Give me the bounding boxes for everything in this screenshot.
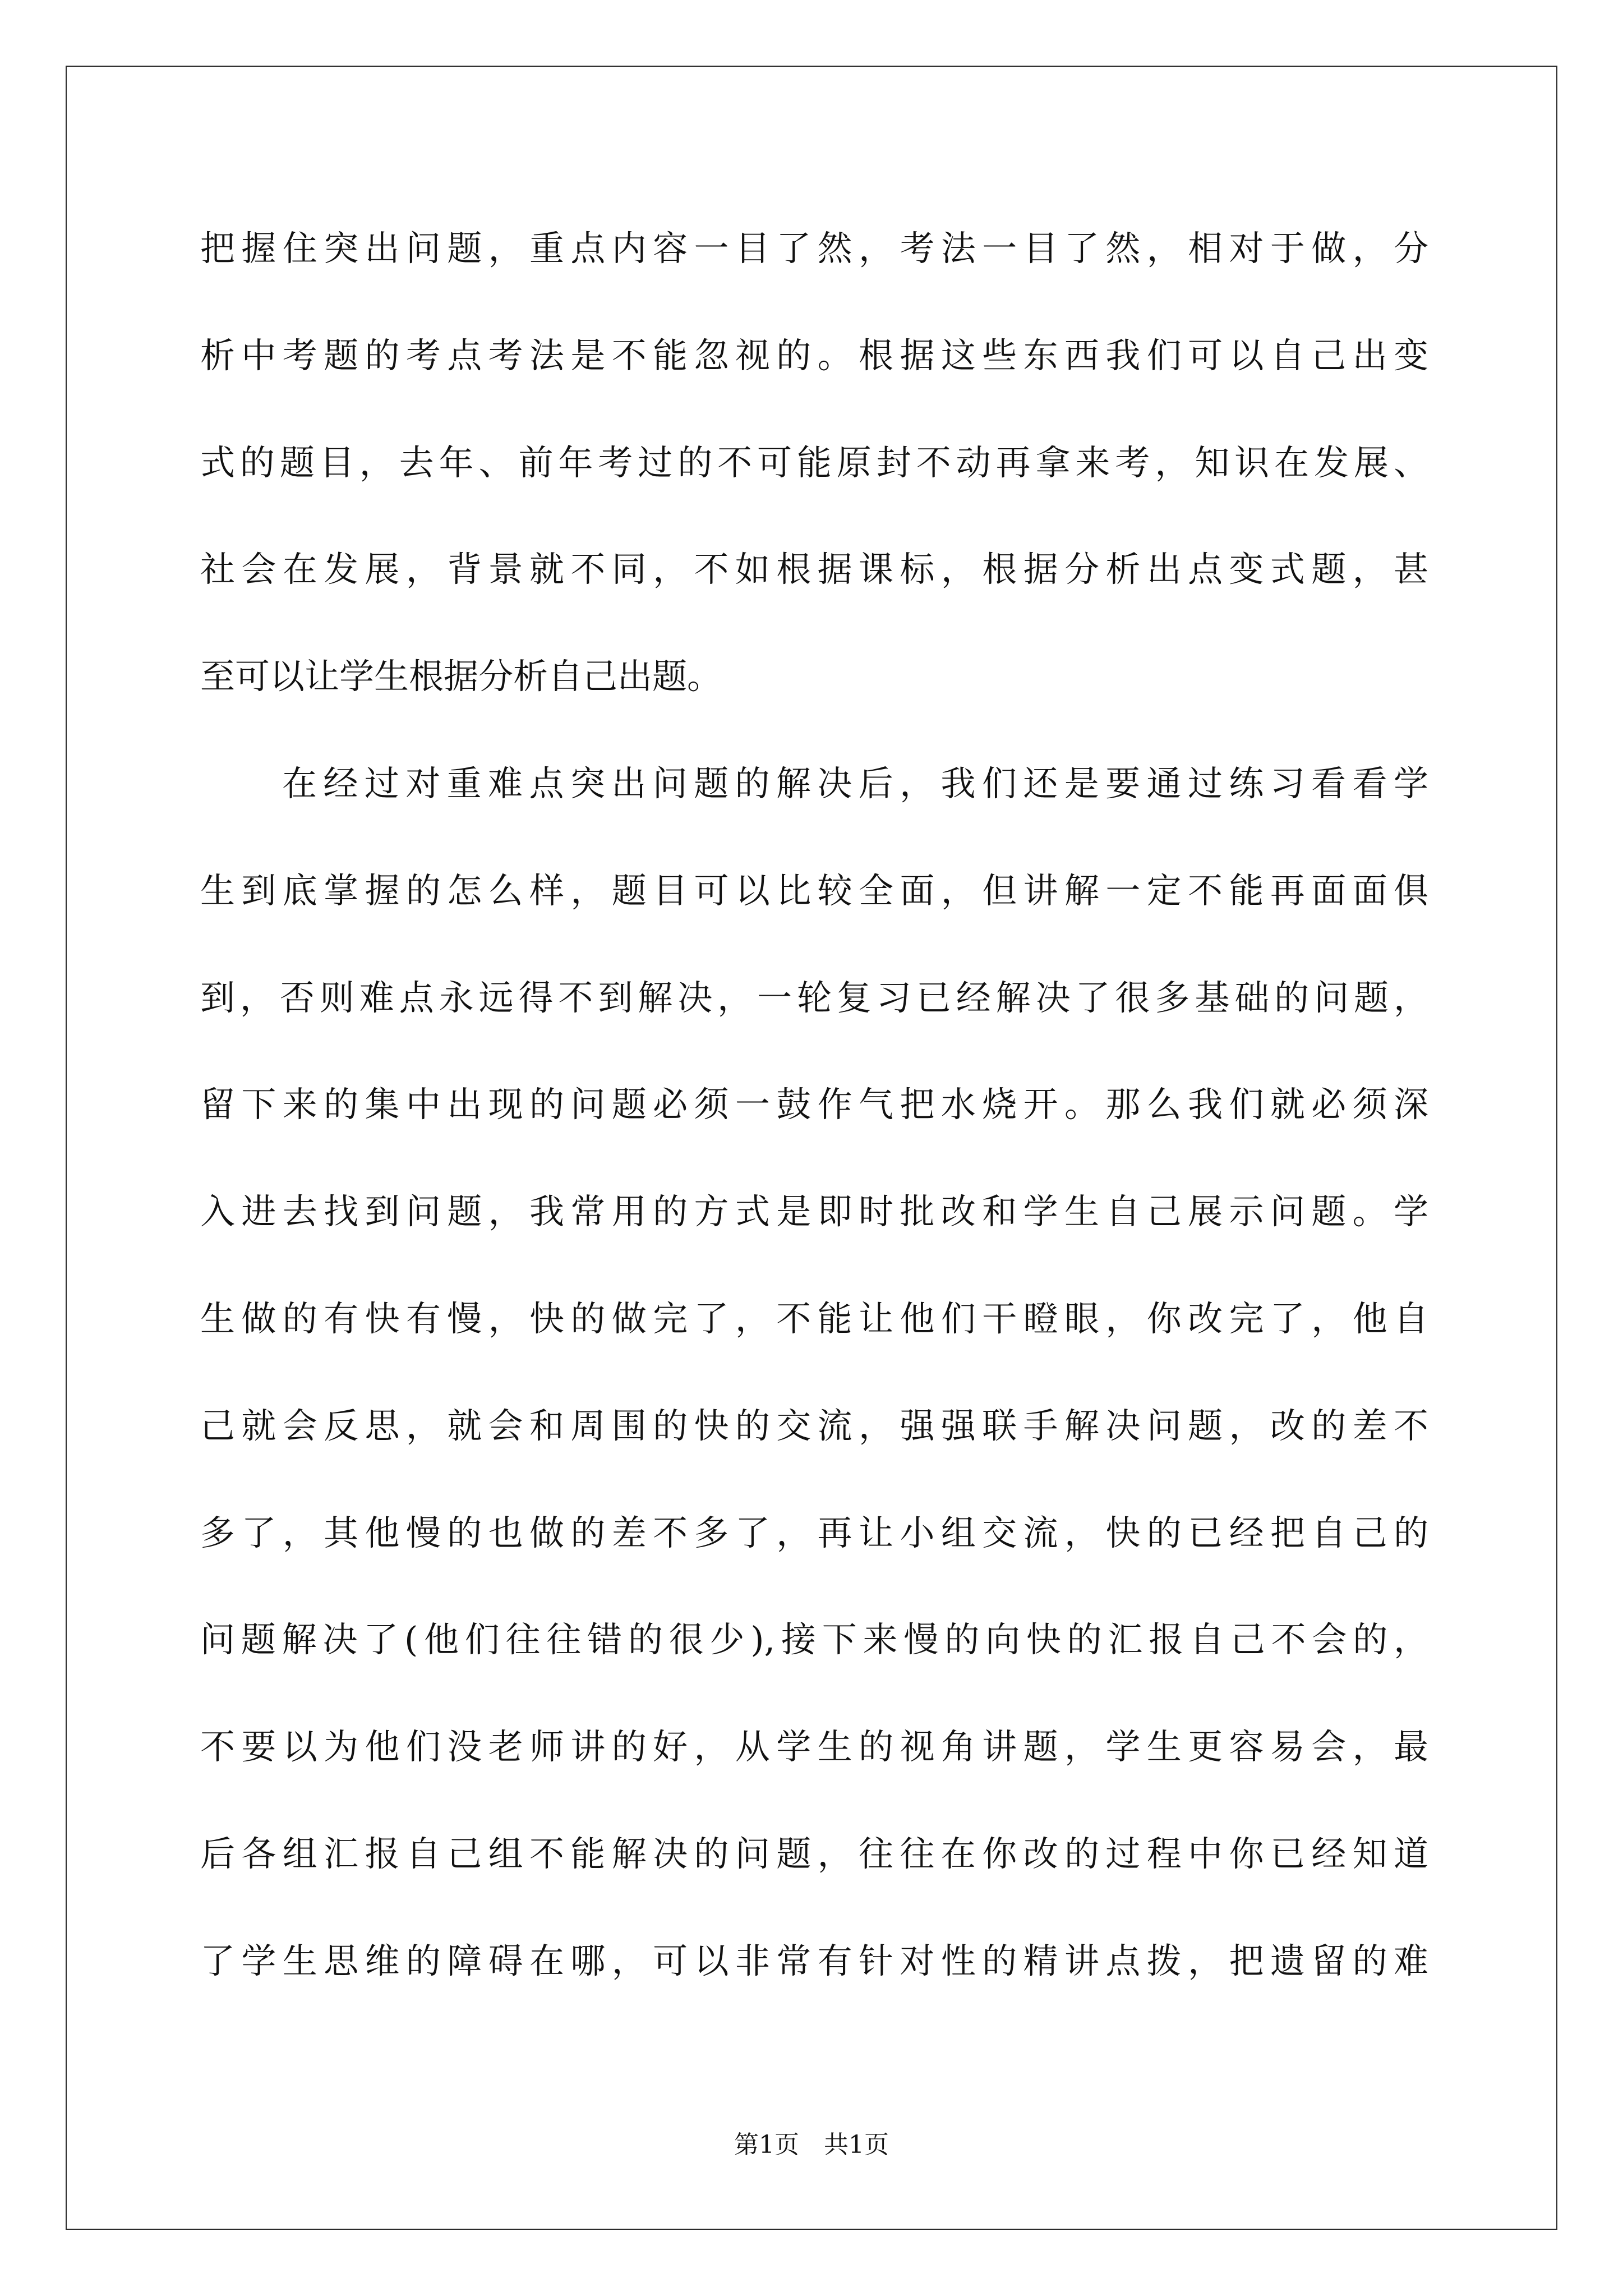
text-line: 生到底掌握的怎么样，题目可以比较全面，但讲解一定不能再面面俱 — [200, 869, 1428, 911]
text-line: 析中考题的考点考法是不能忽视的。根据这些东西我们可以自己出变 — [200, 334, 1428, 376]
text-line: 不要以为他们没老师讲的好，从学生的视角讲题，学生更容易会，最 — [200, 1726, 1428, 1768]
page-footer — [0, 2129, 1623, 2161]
text-line: 问题解决了(他们往往错的很少),接下来慢的向快的汇报自己不会的， — [200, 1619, 1428, 1660]
text-line: 己就会反思，就会和周围的快的交流，强强联手解决问题，改的差不 — [200, 1405, 1428, 1446]
page-total: 共1页 — [824, 2131, 889, 2159]
text-line: 在经过对重难点突出问题的解决后，我们还是要通过练习看看学 — [282, 762, 1428, 804]
text-line: 了学生思维的障碍在哪，可以非常有针对性的精讲点拨，把遗留的难 — [200, 1940, 1428, 1981]
text-line: 把握住突出问题，重点内容一目了然，考法一目了然，相对于做，分 — [200, 228, 1428, 269]
text-line: 留下来的集中出现的问题必须一鼓作气把水烧开。那么我们就必须深 — [200, 1084, 1428, 1125]
text-line: 社会在发展，背景就不同，不如根据课标，根据分析出点变式题，甚 — [200, 549, 1428, 590]
text-line: 多了，其他慢的也做的差不多了，再让小组交流，快的已经把自己的 — [200, 1512, 1428, 1553]
text-line: 后各组汇报自己组不能解决的问题，往往在你改的过程中你已经知道 — [200, 1833, 1428, 1874]
paragraph — [200, 730, 1428, 2015]
page-number: 第1页 — [734, 2131, 799, 2159]
text-line: 式的题目，去年、前年考过的不可能原封不动再拿来考，知识在发展、 — [200, 441, 1428, 483]
document-body — [200, 195, 1428, 2015]
text-line: 生做的有快有慢，快的做完了，不能让他们干瞪眼，你改完了，他自 — [200, 1297, 1428, 1339]
paragraph — [200, 195, 1428, 730]
text-line: 到，否则难点永远得不到解决，一轮复习已经解决了很多基础的问题， — [200, 977, 1428, 1018]
text-line: 入进去找到问题，我常用的方式是即时批改和学生自己展示问题。学 — [200, 1191, 1428, 1232]
text-line: 至可以让学生根据分析自己出题。 — [200, 656, 722, 697]
